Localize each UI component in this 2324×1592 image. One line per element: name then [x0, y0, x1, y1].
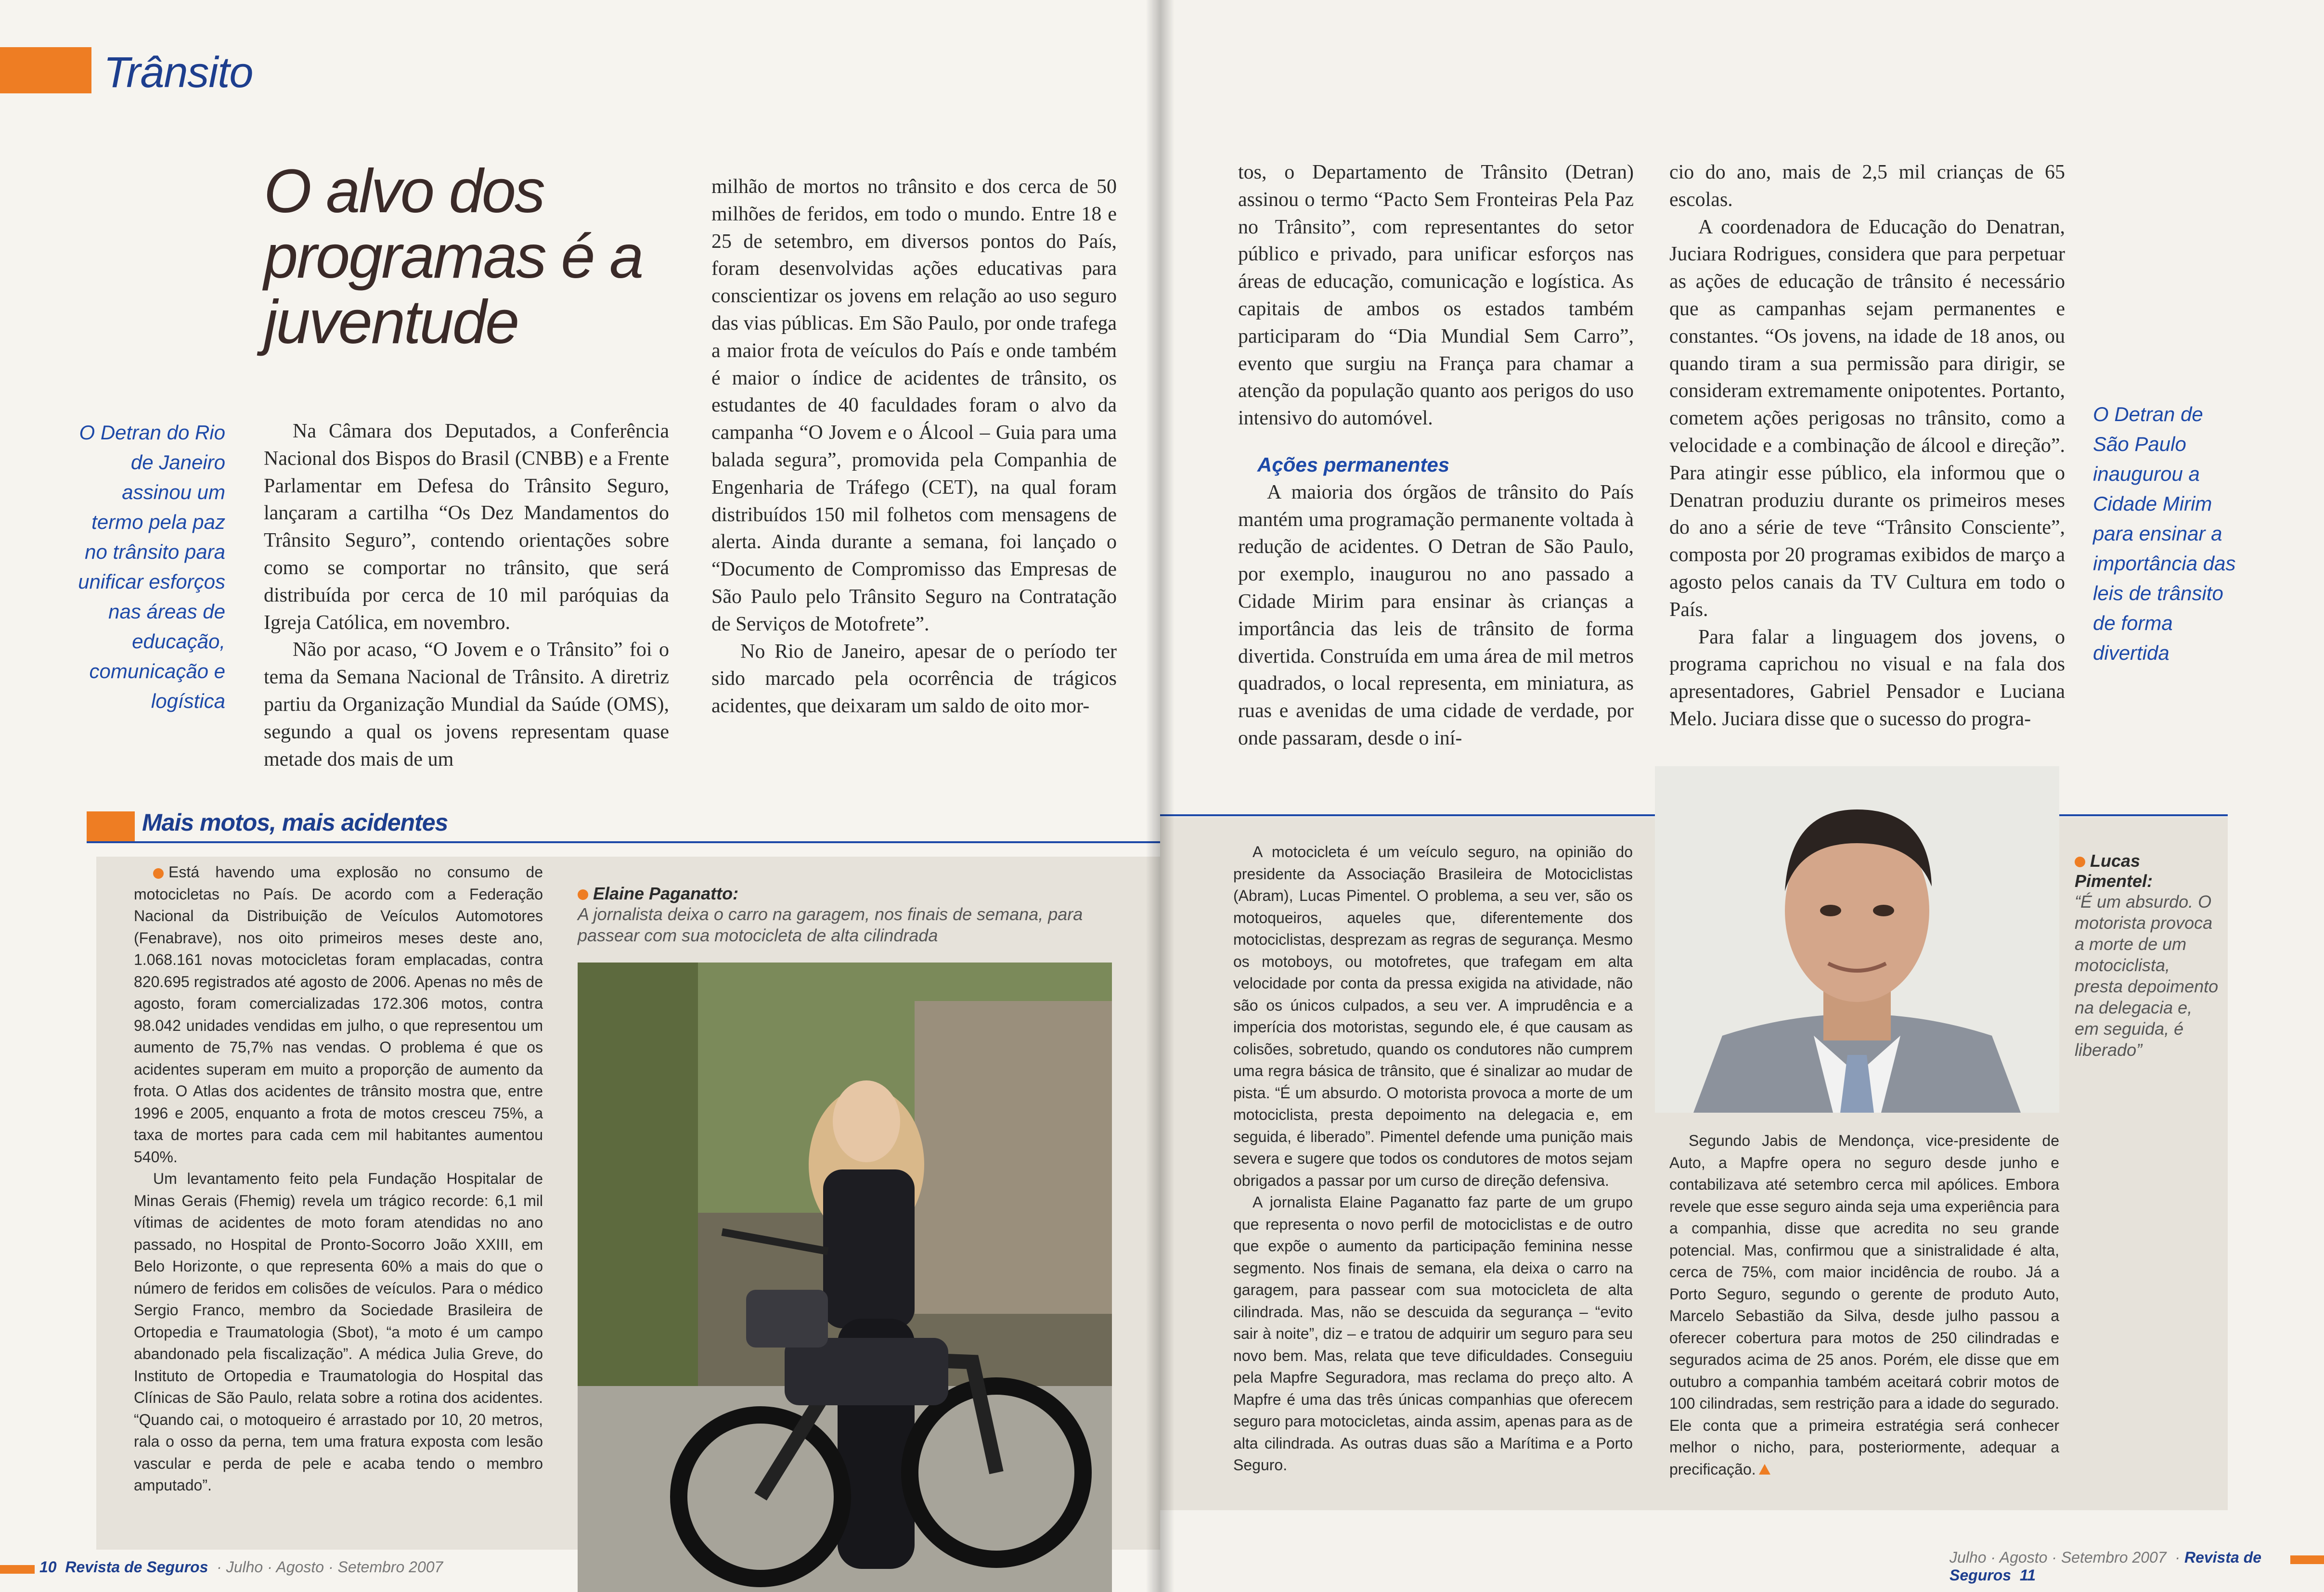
pullquote-right: O Detran de São Paulo inaugurou a Cidade Mirim para ensinar a importância das leis de trânsito de forma divertida — [2093, 403, 2236, 664]
left-page — [0, 0, 1160, 1592]
paragraph: tos, o Departamento de Trânsito (Detran) assinou o termo “Pacto Sem Fronteiras Pela Paz no Trânsito”, com representantes do setor público e privado, para unificar esforços nas áreas de educação, comunicação e logística. As capitais de ambos os estados também participaram do “Dia Mundial Sem Carro”, evento que surgiu na França para chamar a atenção da população quanto aos perigos do uso intensivo do automóvel. — [1238, 161, 1634, 430]
article-column-3 — [1238, 159, 1634, 752]
caption-name: Elaine Paganatto: — [578, 884, 1117, 904]
page-number: 11 — [2019, 1566, 2036, 1584]
box-column-2 — [1233, 841, 1633, 1476]
page-number: 10 — [39, 1558, 57, 1576]
caption-name: Lucas Pimentel: — [2075, 851, 2153, 891]
caption-text: “É um absurdo. O motorista provoca a morte de um motociclista, presta depoimento na delegacia e, em seguida, é liberado” — [2075, 892, 2219, 1060]
photo-caption-elaine — [578, 884, 1117, 946]
page-gutter — [1146, 0, 1175, 1592]
box-color-bar — [87, 811, 135, 841]
paragraph: Na Câmara dos Deputados, a Conferência Nacional dos Bispos do Brasil (CNBB) e a Frente Parlamentar em Defesa do Trânsito Seguro, lançaram a cartilha “Os Dez Mandamentos do Trânsito Seguro”, contendo orientações sobre como se comportar no trânsito, que será distribuída por cerca de 10 mil paróquias da Igreja Católica, em novembro. — [264, 420, 669, 634]
box-paragraph: A jornalista Elaine Paganatto faz parte de um grupo que representa o novo perfil de motociclistas e de outro que expõe o aumento da participação feminina nesse segmento. Nos finais de semana, ela deixa o carro na garagem, para passear com sua motocicleta de alta cilindrada. Mas, não se descuida da segurança – “evito sair à noite”, diz – e tratou de adquirir um seguro para seu novo bem. Mas, relata que teve dificuldades. Conseguiu pela Mapfre Seguradora, mas reclama do preço alto. A Mapfre é uma das três únicas companhias que oferecem seguro para motocicletas, ainda assim, apenas para as de alta cilindrada. As outras duas são a Marítima e a Porto Seguro. — [1233, 1194, 1633, 1474]
box-paragraph: Um levantamento feito pela Fundação Hospitalar de Minas Gerais (Fhemig) revela um trágico recorde: 6,1 mil vítimas de acidentes de moto foram atendidas no ano passado, no Hospital de Pronto-Socorro João XXIII, em Belo Horizonte, o que representa 60% a mais do que o número de feridos em colisões de veículos. Para o médico Sergio Franco, membro da Sociedade Brasileira de Ortopedia e Traumatologia (Sbot), “a moto é um campo abandonado pela fiscalização”. A médica Julia Greve, do Instituto de Ortopedia e Traumatologia do Hospital das Clínicas de São Paulo, relata sobre a rotina dos acidentes. “Quando cai, o motoqueiro é arrastado por 10, 20 metros, rala o osso da perna, tem uma fratura exposta com lesão vascular e perda de pele e acaba tendo o membro amputado”. — [134, 1170, 543, 1494]
article-column-2 — [711, 173, 1117, 720]
caption-text: A jornalista deixa o carro na garagem, nos finais de semana, para passear com sua motocicleta de alta cilindrada — [578, 904, 1083, 945]
paragraph: A maioria dos órgãos de trânsito do País mantém uma programação permanente voltada à redução de acidentes. O Detran de São Paulo, por exemplo, inaugurou no ano passado a Cidade Mirim para ensinar às crianças a importância das leis de trânsito de forma divertida. Construída em uma área de mil metros quadrados, o local representa, em miniatura, as ruas e avenidas de uma cidade de verdade, por onde passaram, desde o iní- — [1238, 481, 1634, 749]
box-title: Mais motos, mais acidentes — [142, 809, 448, 836]
paragraph: A coordenadora de Educação do Denatran, Juciara Rodrigues, considera que para perpetuar as ações de educação de trânsito é necessário que as campanhas sejam permanentes e constantes. “Os jovens, na idade de 18 anos, ou quando tiram a sua permissão para dirigir, se consideram extremamente onipotentes. Portanto, cometem ações perigosas no trânsito, como a velocidade e a combinação de álcool e direção”. Para atingir esse público, ela informou que o Denatran produziu durante os primeiros meses do ano a série de teve “Trânsito Consciente”, composta por 20 programas exibidos de março a agosto pelos canais da TV Cultura em todo o País. — [1669, 216, 2065, 621]
article-column-1 — [264, 418, 669, 773]
section-color-bar — [0, 47, 91, 93]
paragraph: Não por acaso, “O Jovem e o Trânsito” foi o tema da Semana Nacional de Trânsito. A diretriz partiu da Organização Mundial da Saúde (OMS), segundo a qual os jovens representam quase metade dos mais de um — [264, 639, 669, 770]
box-column-1 — [134, 861, 543, 1497]
footer-right: Julho · Agosto · Setembro 2007 · Revista de Seguros 11 — [1950, 1549, 2262, 1584]
article-column-4 — [1669, 159, 2065, 733]
footer-color-bar — [2290, 1555, 2324, 1564]
bullet-icon — [153, 868, 164, 879]
section-title: Trânsito — [103, 49, 253, 97]
box-paragraph: A motocicleta é um veículo seguro, na opinião do presidente da Associação Brasileira de Motociclistas (Abram), Lucas Pimentel. O problema, a seu ver, são os motoqueiros, aqueles que, diferentemente dos motociclistas, desprezam as regras de segurança. Mesmo os motoboys, ou motofretes, que trafegam em alta velocidade por conta da pressa exigida na atividade, não são os únicos culpados, a seu ver. A imprudência e a imperícia dos motoristas, segundo ele, é que causam as colisões, sobretudo, quando os condutores não cumprem uma regra básica de trânsito, que é sinalizar ao mudar de pista. “É um absurdo. O motorista provoca a morte de um motociclista, presta depoimento na delegacia e, em seguida, é liberado”. Pimentel defende uma punição mais severa e sugere que todos os condutores de motos sejam obrigados a passar por um curso de direção defensiva. — [1233, 843, 1633, 1189]
bullet-icon — [2075, 857, 2085, 867]
bullet-icon — [578, 889, 588, 900]
footer-magazine: Revista de Seguros — [1950, 1549, 2262, 1584]
photo-caption-lucas — [2075, 851, 2219, 1061]
box-paragraph: Está havendo uma explosão no consumo de motocicletas no País. De acordo com a Federação Nacional da Distribuição de Veículos Automotores (Fenabrave), nos oito primeiros meses deste ano, 1.068.161 novas motocicletas foram emplacadas, contra 820.695 registrados até agosto de 2006. Apenas no mês de agosto, foram comercializadas 172.306 motos, contra 98.042 unidades vendidas em julho, o que representou um aumento de 75,7% nas vendas. O problema é que os acidentes superam em muito a proporção de aumento da frota. O Atlas dos acidentes de trânsito mostra que, entre 1996 e 2005, enquanto a frota de motos cresceu 75%, a taxa de mortes para cada cem mil habitantes aumentou 540%. — [134, 863, 543, 1166]
paragraph: No Rio de Janeiro, apesar de o período ter sido marcado pela ocorrência de trágicos acidentes, que deixaram um saldo de oito mor- — [711, 640, 1117, 718]
footer-magazine: Revista de Seguros — [65, 1558, 208, 1576]
paragraph: cio do ano, mais de 2,5 mil crianças de 65 escolas. — [1669, 161, 2065, 211]
paragraph: milhão de mortos no trânsito e dos cerca de 50 milhões de feridos, em todo o mundo. Entre 18 e 25 de setembro, em diversos pontos do País, foram desenvolvidas ações educativas para conscientizar os jovens em relação ao uso seguro das vias públicas. Em São Paulo, por onde trafega a maior frota de veículos do País e onde também é maior o índice de acidentes de trânsito, os estudantes de 40 faculdades foram o alvo da campanha “O Jovem e o Álcool – Guia para uma balada segura”, promovida pela Companhia de Engenharia de Tráfego (CET), na qual foram distribuídos 150 mil folhetos com mensagens de alerta. Ainda durante a semana, foi lançado o “Documento de Compromisso das Empresas de São Paulo pelo Trânsito Seguro na Contratação de Serviços de Motofrete”. — [711, 176, 1117, 635]
pullquote-left: O Detran do Rio de Janeiro assinou um termo pela paz no trânsito para unificar esforços nas áreas de educação, comunicação e logística — [78, 421, 225, 712]
subhead: Ações permanentes — [1257, 453, 1450, 476]
headline: O alvo dos programas é a juventude — [264, 157, 643, 357]
box-paragraph: Segundo Jabis de Mendonça, vice-presidente de Auto, a Mapfre opera no seguro desde junho e contabilizava até setembro cerca mil apólices. Embora revele que esse seguro ainda seja uma experiência para a companhia, disse que acredita no seu grande potencial. Mas, confirmou que a sinistralidade é alta, cerca de 75%, com maior incidência de roubo. Já a Porto Seguro, segundo o gerente de produto Auto, Marcelo Sebastião da Silva, desde julho passou a oferecer cobertura para motos de 250 cilindradas e segurados acima de 25 anos. Porém, ele disse que em outubro a companhia também aceitará cobrir motos de 100 cilindradas, sem restrição para a idade do segurado. Ele conta que a primeira estratégia será conhecer melhor o nicho, para, posteriormente, adequar a precificação. — [1669, 1132, 2059, 1478]
footer-date: Julho · Agosto · Setembro 2007 — [226, 1558, 443, 1576]
photo-lucas-pimentel — [1655, 766, 2059, 1113]
footer-date: Julho · Agosto · Setembro 2007 — [1950, 1549, 2167, 1566]
footer-color-bar — [0, 1565, 35, 1574]
box-top-rule — [87, 841, 1160, 843]
box-column-3 — [1669, 1130, 2059, 1480]
end-mark-icon — [1759, 1464, 1770, 1475]
right-page — [1160, 0, 2324, 1592]
photo-elaine-motorcycle — [578, 963, 1112, 1592]
paragraph: Para falar a linguagem dos jovens, o programa caprichou no visual e na fala dos apresentadores, Gabriel Pensador e Luciana Melo. Juciara disse que o sucesso do progra- — [1669, 626, 2065, 730]
footer-left: 10 Revista de Seguros · Julho · Agosto · Setembro 2007 — [39, 1558, 443, 1576]
